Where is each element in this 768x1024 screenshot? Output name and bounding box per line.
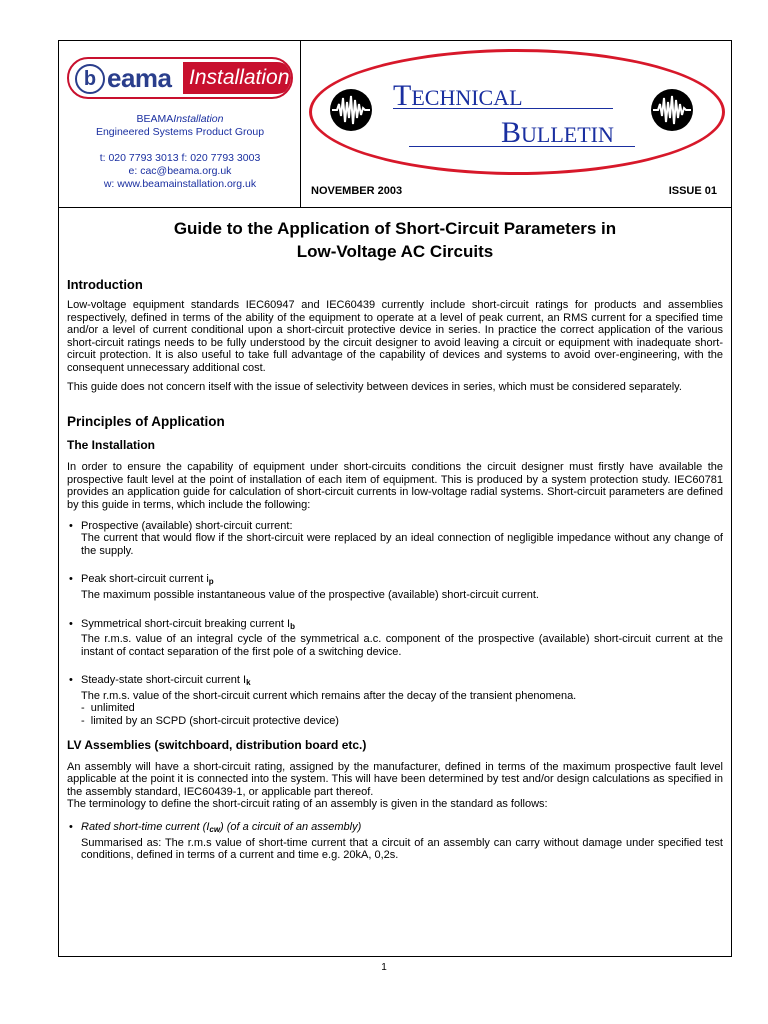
- lv-paragraph-2: The terminology to define the short-circuit rating of an assembly is given in the standard as follows:: [67, 798, 548, 811]
- heading-lv-assemblies: LV Assemblies (switchboard, distribution board etc.): [67, 737, 367, 752]
- list-item: • Peak short-circuit current $i_p$ The maximum possible instantaneous value of the prospective (available) short-circuit current.: [69, 573, 539, 601]
- list-item: • Symmetrical short-circuit breaking current $I_b$ The r.m.s. value of an integral cycle of the symmetrical a.c. component of the prospective (available) short-circuit current at the instant of contact separation of the first pole of a switching device.: [69, 617, 723, 658]
- beama-installation-logo: [67, 57, 293, 99]
- bullet-dot: •: [69, 674, 73, 687]
- waveform-icon-right: [650, 88, 694, 132]
- dash-item: - unlimited: [81, 702, 135, 715]
- beama-b-icon: b: [75, 64, 105, 94]
- contact-web[interactable]: w: www.beamainstallation.org.uk: [103, 178, 257, 190]
- header-right-panel: [301, 41, 731, 207]
- bullet-dot: •: [69, 821, 73, 834]
- dash-item: - limited by an SCPD (short-circuit protective device): [81, 715, 339, 728]
- bulletin-title-technical: TECHNICAL: [393, 79, 523, 112]
- bullet-dot: •: [69, 573, 73, 586]
- bulletin-underline: [409, 146, 635, 147]
- document-title: Guide to the Application of Short-Circuit Parameters in Low-Voltage AC Circuits: [173, 219, 617, 261]
- bulletin-issue: ISSUE 01: [668, 185, 717, 197]
- logo-beama-text: eama: [107, 63, 172, 93]
- list-item: • Steady-state short-circuit current $I_k$ The r.m.s. value of the short-circuit current which remains after the decay of the transient phenomena. - unlimited - limited by an SCPD (short-circuit protective device): [67, 674, 723, 727]
- heading-installation: The Installation: [67, 438, 156, 453]
- bullet-dot: •: [69, 519, 73, 532]
- page-frame: [58, 40, 732, 957]
- waveform-icon-left: [329, 88, 373, 132]
- contact-email: e: cac@beama.org.uk: [128, 165, 232, 177]
- header-divider: [59, 207, 731, 208]
- bullet-dot: •: [69, 617, 73, 630]
- heading-introduction: Introduction: [67, 277, 143, 292]
- bulletin-date: NOVEMBER 2003: [311, 185, 403, 197]
- org-group: Engineered Systems Product Group: [95, 126, 265, 138]
- heading-principles: Principles of Application: [67, 414, 225, 430]
- lv-paragraph-1: An assembly will have a short-circuit rating, assigned by the manufacturer, defined in terms of the maximum prospective fault level applicable at the point it is connected into the system. This will have been determined by test and/or design calculations as specified in the assembly standard, IEC60439-1, or applicable part thereof.: [67, 760, 723, 798]
- list-item: • Rated short-time current $(I_{cw})$ (of a circuit of an assembly) Summarised as: The r.m.s value of short-time current that a circuit of an assembly can carry without damage under specified test conditions, defined in terms of a current and time e.g. 20kA, 0,2s.: [69, 821, 723, 862]
- page-number: 1: [381, 962, 387, 973]
- list-item: • Prospective (available) short-circuit current: The current that would flow if the short-circuit were replaced by an ideal connection of negligible impedance without any change of the supply.: [69, 519, 723, 557]
- header-left-panel: [59, 41, 301, 207]
- bulletin-title-bulletin: BULLETIN: [501, 116, 614, 149]
- logo-installation-text: Installation: [183, 62, 293, 94]
- intro-paragraph-1: Low-voltage equipment standards IEC60947 and IEC60439 currently include short-circuit ratings for products and assemblies respectively, defined in terms of the ability of the equipment to operate at a level of peak current, an RMS current for a specified time and/or a level of current conditional upon a short-circuit protective device in series. In practice the correct application of the various short-circuit ratings needs to be fully understood by the circuit designer to avoid leaving a circuit or equipment with inadequate short-circuit protection. It is also useful to take full advantage of the capability of devices and systems to avoid over-engineering, with the consequent unnecessary additional cost.: [67, 299, 723, 374]
- installation-paragraph: In order to ensure the capability of equipment under short-circuits conditions the circuit designer must firstly have available the prospective fault level at the point of installation of each item of equipment. This is produced by a system protection study. IEC60781 provides an application guide for calculation of short-circuit currents in low-voltage radial systems. Short-circuit parameters are defined by this guide in terms, which include the following:: [67, 461, 723, 511]
- org-name: BEAMAInstallation: [136, 113, 224, 125]
- technical-underline: [393, 108, 613, 109]
- document-body: [67, 217, 723, 862]
- intro-paragraph-2: This guide does not concern itself with the issue of selectivity between devices in series, which must be considered separately.: [67, 380, 682, 393]
- contact-phone: t: 020 7793 3013 f: 020 7793 3003: [99, 152, 261, 164]
